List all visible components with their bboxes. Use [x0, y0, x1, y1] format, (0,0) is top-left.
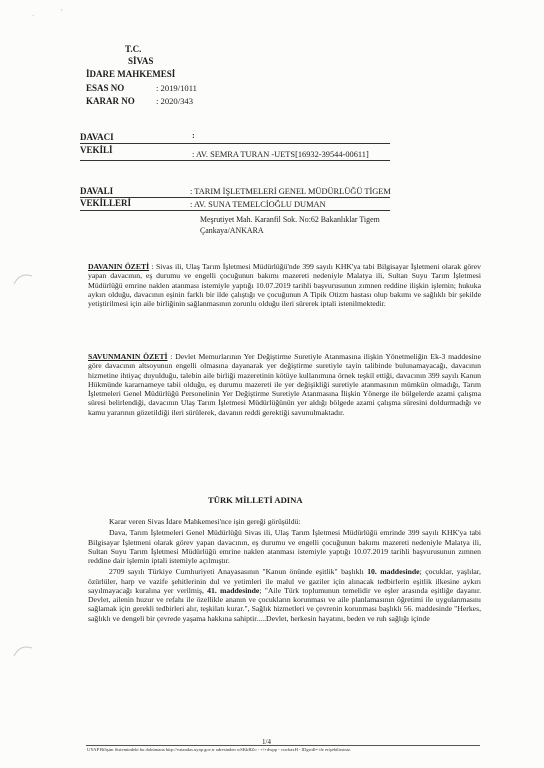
uyap-footer: UYAP Bilişim Sistemindeki bu dokümana http://vatandas.uyap.gov.tr adresinden wSKkRZo - +/+dwpp - cswbaxH - lDgwdl= ile erişebilirsiniz. — [87, 747, 352, 752]
savunmanin-ozeti-title: SAVUNMANIN ÖZETİ — [88, 352, 168, 361]
vekilleri-address-2: Çankaya/ANKARA — [200, 226, 264, 235]
esas-value: : 2019/1011 — [156, 83, 197, 93]
ruling-paragraph-1: Dava, Tarım İşletmeleri Genel Müdürlüğü Sivas ili, Ulaş Tarım İşletmesi Müdürlüğü emrinde 399 sayılı KHK'ya tabi Bilgisayar İşletmeni olarak görev yapan davacının, eş durumu ve engelli çocuğunun bakımı mazereti nedeniyle Malatya ili, Sultan Suyu Tarım İşletmesi Müdürlüğü emrine naklen atanması istemiyle yaptığı 10.07.2019 tarihli başvurusunun zımnen reddine dair işlemin iptali istemiyle açılmıştır. — [88, 528, 481, 565]
vekili-value: : AV. SEMRA TURAN -UETS[16932-39544-00611] — [192, 150, 369, 159]
ruling-p2-b: ; çocuklar, yaşlılar, özürlüler, harp ve vazife şehitlerinin dul ve yetimleri ile malul ve gaziler için alınacak tedbirlerin eşitlik ilkesine aykırı sayılmayacağı kuralına yer verilmiş, — [88, 567, 481, 595]
ruling-paragraph-2 — [88, 567, 481, 623]
vekilleri-address-1: Meşrutiyet Mah. Karanfil Sok. No:62 Bakanlıklar Tigem — [200, 215, 380, 224]
vekilleri-value: : AV. SUNA TEMELCİOĞLU DUMAN — [190, 200, 326, 209]
page-number: 1/4 — [262, 738, 271, 746]
ruling-p2-c: ; "Aile Türk toplumunun temelidir ve eşler arasında eşitliğe dayanır. Devlet, ailenin huzur ve refahı ile özellikle ananın ve çocukların korunması ve aile planlamasının öğretimi ile uygulanmasını sağlamak için gerekli tedbirleri alır, teşkilatı kurar.", Sağlık hizmetleri ve çevrenin korunması başlıklı 56. maddesinde "Herkes, sağlıklı ve dengeli bir çevrede yaşama hakkına sahiptir.....Devlet, herkesin hayatını, beden ve ruh sağlığı içinde — [88, 585, 481, 623]
ruling-section — [88, 517, 481, 623]
savunmanin-ozeti-text: : Devlet Memurlarının Yer Değiştirme Suretiyle Atanmasına ilişkin Yönetmeliğin Ek-3 maddesine göre davacının altsoyunun engelli olmasına dayanarak yer değiştirme suretiyle tayin talibinde bulunamayacağı, davacının hizmetine ihtiyaç duyulduğu, talebin aile birliği mazeretinin kötüye kullanımına örnek teşkil ettiği, davacının 399 sayılı Kanun Hükmünde kararnameye tabii olduğu, eş durumu mazereti ile yer değişikliği suretiyle atanmasının mümkün olmadığı, Tarım İşletmeleri Genel Müdürlüğü Personelinin Yer Değiştirme Suretiyle Atanmasına İlişkin Yönerge ile bölgelerde azami çalışma süresi belirlendiği, davacının Ulaş Tarım İşletmesi Müdürlüğünün yer aldığı bölgede azami çalışma süresini doldurmadığı ve kamu yararının gözetildiği ileri sürülerek, davanın reddi gerektiği savunulmaktadır. — [88, 352, 481, 417]
davali-value: : TARIM İŞLETMELERİ GENEL MÜDÜRLÜĞÜ TİGEM — [190, 187, 391, 196]
ruling-p2-art41: 41. maddesinde — [207, 585, 260, 595]
ruling-p2-art10: 10. maddesinde — [367, 567, 420, 577]
scan-mark-top-left-2: ˅ — [60, 9, 63, 16]
esas-label: ESAS NO — [86, 83, 125, 93]
ruling-p2-a: 2709 sayılı Türkiye Cumhuriyeti Anayasasının "Kanun önünde eşitlik" başlıklı — [109, 567, 368, 577]
vekilleri-rule — [80, 210, 390, 211]
turk-milleti-adina-heading: TÜRK MİLLETİ ADINA — [208, 495, 303, 505]
vekilleri-label: VEKİLLERİ — [80, 198, 132, 208]
footer-rule — [86, 745, 480, 746]
header-court: İDARE MAHKEMESİ — [86, 69, 176, 79]
davanin-ozeti-section — [88, 262, 481, 308]
davaci-rule — [80, 143, 390, 144]
binder-hole-mark-2 — [12, 642, 34, 662]
vekili-label: VEKİLİ — [80, 145, 113, 155]
davanin-ozeti-title: DAVANIN ÖZETİ — [88, 262, 150, 271]
savunmanin-ozeti-section — [88, 352, 481, 417]
karar-label: KARAR NO — [86, 96, 135, 106]
ruling-intro: Karar veren Sivas İdare Mahkemesi'nce işin gereği görüşüldü: — [109, 517, 301, 526]
karar-value: : 2020/343 — [156, 96, 194, 106]
davali-label: DAVALI — [80, 186, 114, 196]
vekili-rule — [80, 160, 390, 161]
scan-mark-top-left: ‐ — [32, 12, 35, 19]
davanin-ozeti-text: : Sivas ili, Ulaş Tarım İşletmesi Müdürlüğü'nde 399 sayılı KHK'ya tabi Bilgisayar İşletmeni olarak görev yapan davacının, eş durumu ve engelli çocuğunun bakımı mazereti nedeniyle Malatya ili, Sultan Suyu Tarım İşletmesi Müdürlüğü emrine naklen atanması istemiyle yaptığı 10.07.2019 tarihli başvurusunun zımnen reddine ilişkin işlemin; hukuka aykırı olduğu, davacının eşinin farklı bir ilde çalıştığı ve çocuğunun A Tipik Otizm hastası olup bakımı ve sağlıklı bir şekilde yetiştirilmesi için aile birliğinin sağlanmasının zorunlu olduğu ileri sürerek iptali istenilmektedir. — [88, 262, 481, 308]
header-city: SİVAS — [128, 56, 154, 66]
binder-hole-mark-1 — [12, 270, 34, 290]
davaci-colon: : — [192, 131, 195, 140]
header-tc: T.C. — [125, 44, 142, 54]
davaci-label: DAVACI — [80, 132, 114, 142]
